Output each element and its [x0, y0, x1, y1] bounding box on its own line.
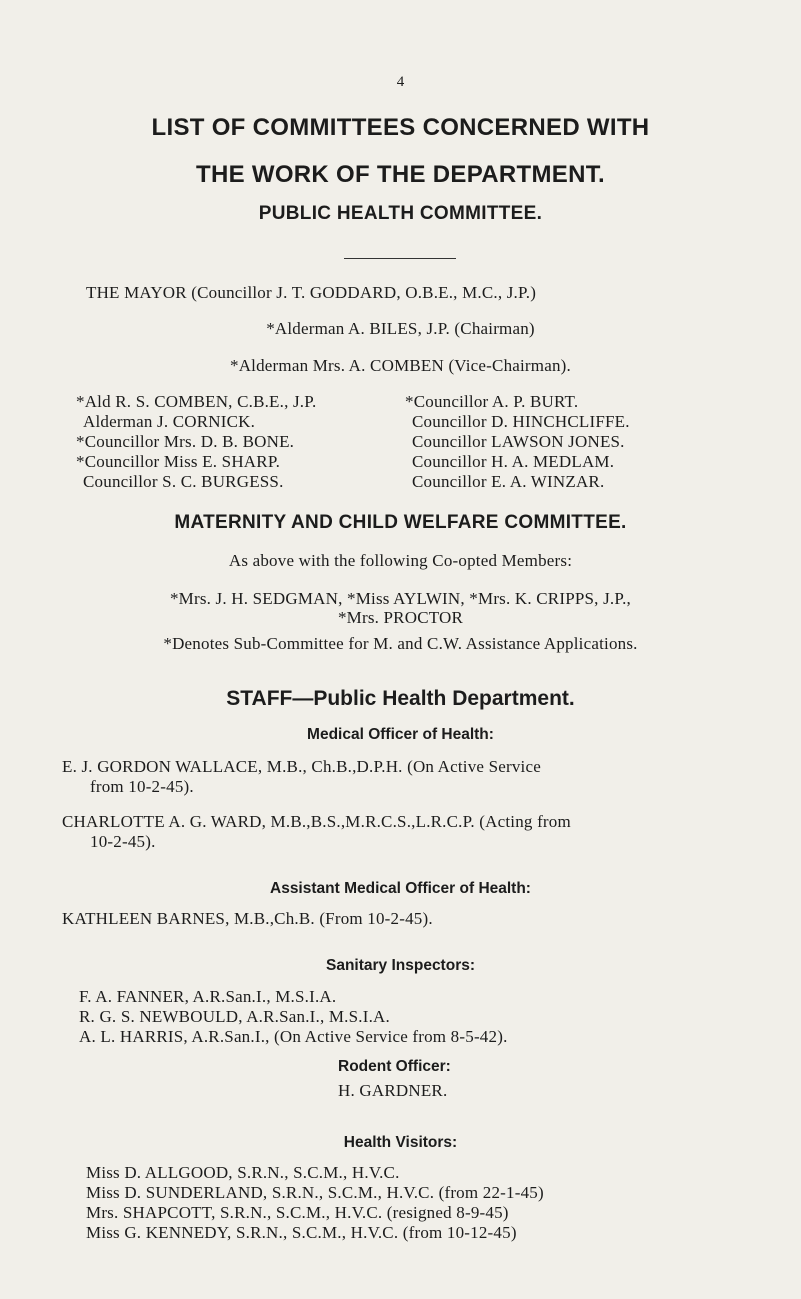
hv-heading: Health Visitors:: [343, 1134, 458, 1151]
subcommittee-note: *Denotes Sub-Committee for M. and C.W. Assistance Applications.: [163, 634, 638, 653]
mayor-line: THE MAYOR (Councillor J. T. GODDARD, O.B.E., M.C., J.P.): [86, 283, 537, 302]
moh-entry-1a: E. J. GORDON WALLACE, M.B., Ch.B.,D.P.H. (On Active Service: [62, 757, 541, 776]
moh-entry-2a: CHARLOTTE A. G. WARD, M.B.,B.S.,M.R.C.S.,L.R.C.P. (Acting from: [62, 812, 571, 831]
member-entry: Councillor E. A. WINZAR.: [412, 472, 605, 491]
members-left-column: [76, 392, 316, 492]
maternity-heading: MATERNITY AND CHILD WELFARE COMMITTEE.: [174, 512, 627, 533]
hv-entry: Miss D. ALLGOOD, S.R.N., S.C.M., H.V.C.: [86, 1163, 400, 1182]
members-right-column: [405, 392, 630, 492]
member-entry: *Ald R. S. COMBEN, C.B.E., J.P.: [76, 392, 317, 411]
member-entry: Councillor D. HINCHCLIFFE.: [412, 412, 630, 431]
moh-entry-2b: 10-2-45).: [90, 832, 156, 851]
vice-chairman-line: *Alderman Mrs. A. COMBEN (Vice-Chairman).: [230, 356, 571, 375]
hv-entry: Miss G. KENNEDY, S.R.N., S.C.M., H.V.C. (from 10-12-45): [86, 1223, 517, 1242]
member-entry: Alderman J. CORNICK.: [83, 412, 256, 431]
chairman-line: *Alderman A. BILES, J.P. (Chairman): [266, 319, 535, 338]
sanitary-entry: F. A. FANNER, A.R.San.I., M.S.I.A.: [79, 987, 337, 1006]
member-entry: Councillor LAWSON JONES.: [412, 432, 625, 451]
coopted-line-1: *Mrs. J. H. SEDGMAN, *Miss AYLWIN, *Mrs. K. CRIPPS, J.P.,: [169, 589, 632, 608]
amoh-heading: Assistant Medical Officer of Health:: [270, 880, 531, 897]
sanitary-entry: R. G. S. NEWBOULD, A.R.San.I., M.S.I.A.: [79, 1007, 390, 1026]
title-line-2: THE WORK OF THE DEPARTMENT.: [196, 161, 605, 188]
amoh-entry: KATHLEEN BARNES, M.B.,Ch.B. (From 10-2-45).: [62, 909, 433, 928]
moh-entry-1b: from 10-2-45).: [90, 777, 194, 796]
member-entry: *Councillor Mrs. D. B. BONE.: [76, 432, 295, 451]
rodent-entry: H. GARDNER.: [338, 1081, 448, 1100]
member-entry: Councillor S. C. BURGESS.: [83, 472, 284, 491]
divider: [344, 258, 456, 259]
sanitary-heading: Sanitary Inspectors:: [325, 957, 476, 974]
page-number: 4: [396, 74, 405, 90]
rodent-heading: Rodent Officer:: [338, 1058, 451, 1075]
coopted-line-2: *Mrs. PROCTOR: [337, 608, 464, 627]
sanitary-entry: A. L. HARRIS, A.R.San.I., (On Active Service from 8-5-42).: [79, 1027, 508, 1046]
member-entry: Councillor H. A. MEDLAM.: [412, 452, 615, 471]
coopted-intro: As above with the following Co-opted Members:: [228, 551, 573, 570]
staff-heading: STAFF—Public Health Department.: [226, 687, 575, 710]
moh-heading: Medical Officer of Health:: [307, 726, 494, 743]
member-entry: *Councillor A. P. BURT.: [405, 392, 579, 411]
hv-list: [86, 1163, 544, 1243]
hv-entry: Miss D. SUNDERLAND, S.R.N., S.C.M., H.V.C. (from 22-1-45): [86, 1183, 544, 1202]
title-line-1: LIST OF COMMITTEES CONCERNED WITH: [151, 114, 650, 141]
member-entry: *Councillor Miss E. SHARP.: [76, 452, 281, 471]
hv-entry: Mrs. SHAPCOTT, S.R.N., S.C.M., H.V.C. (resigned 8-9-45): [86, 1203, 509, 1222]
public-health-heading: PUBLIC HEALTH COMMITTEE.: [258, 203, 543, 224]
sanitary-list: [79, 987, 508, 1047]
